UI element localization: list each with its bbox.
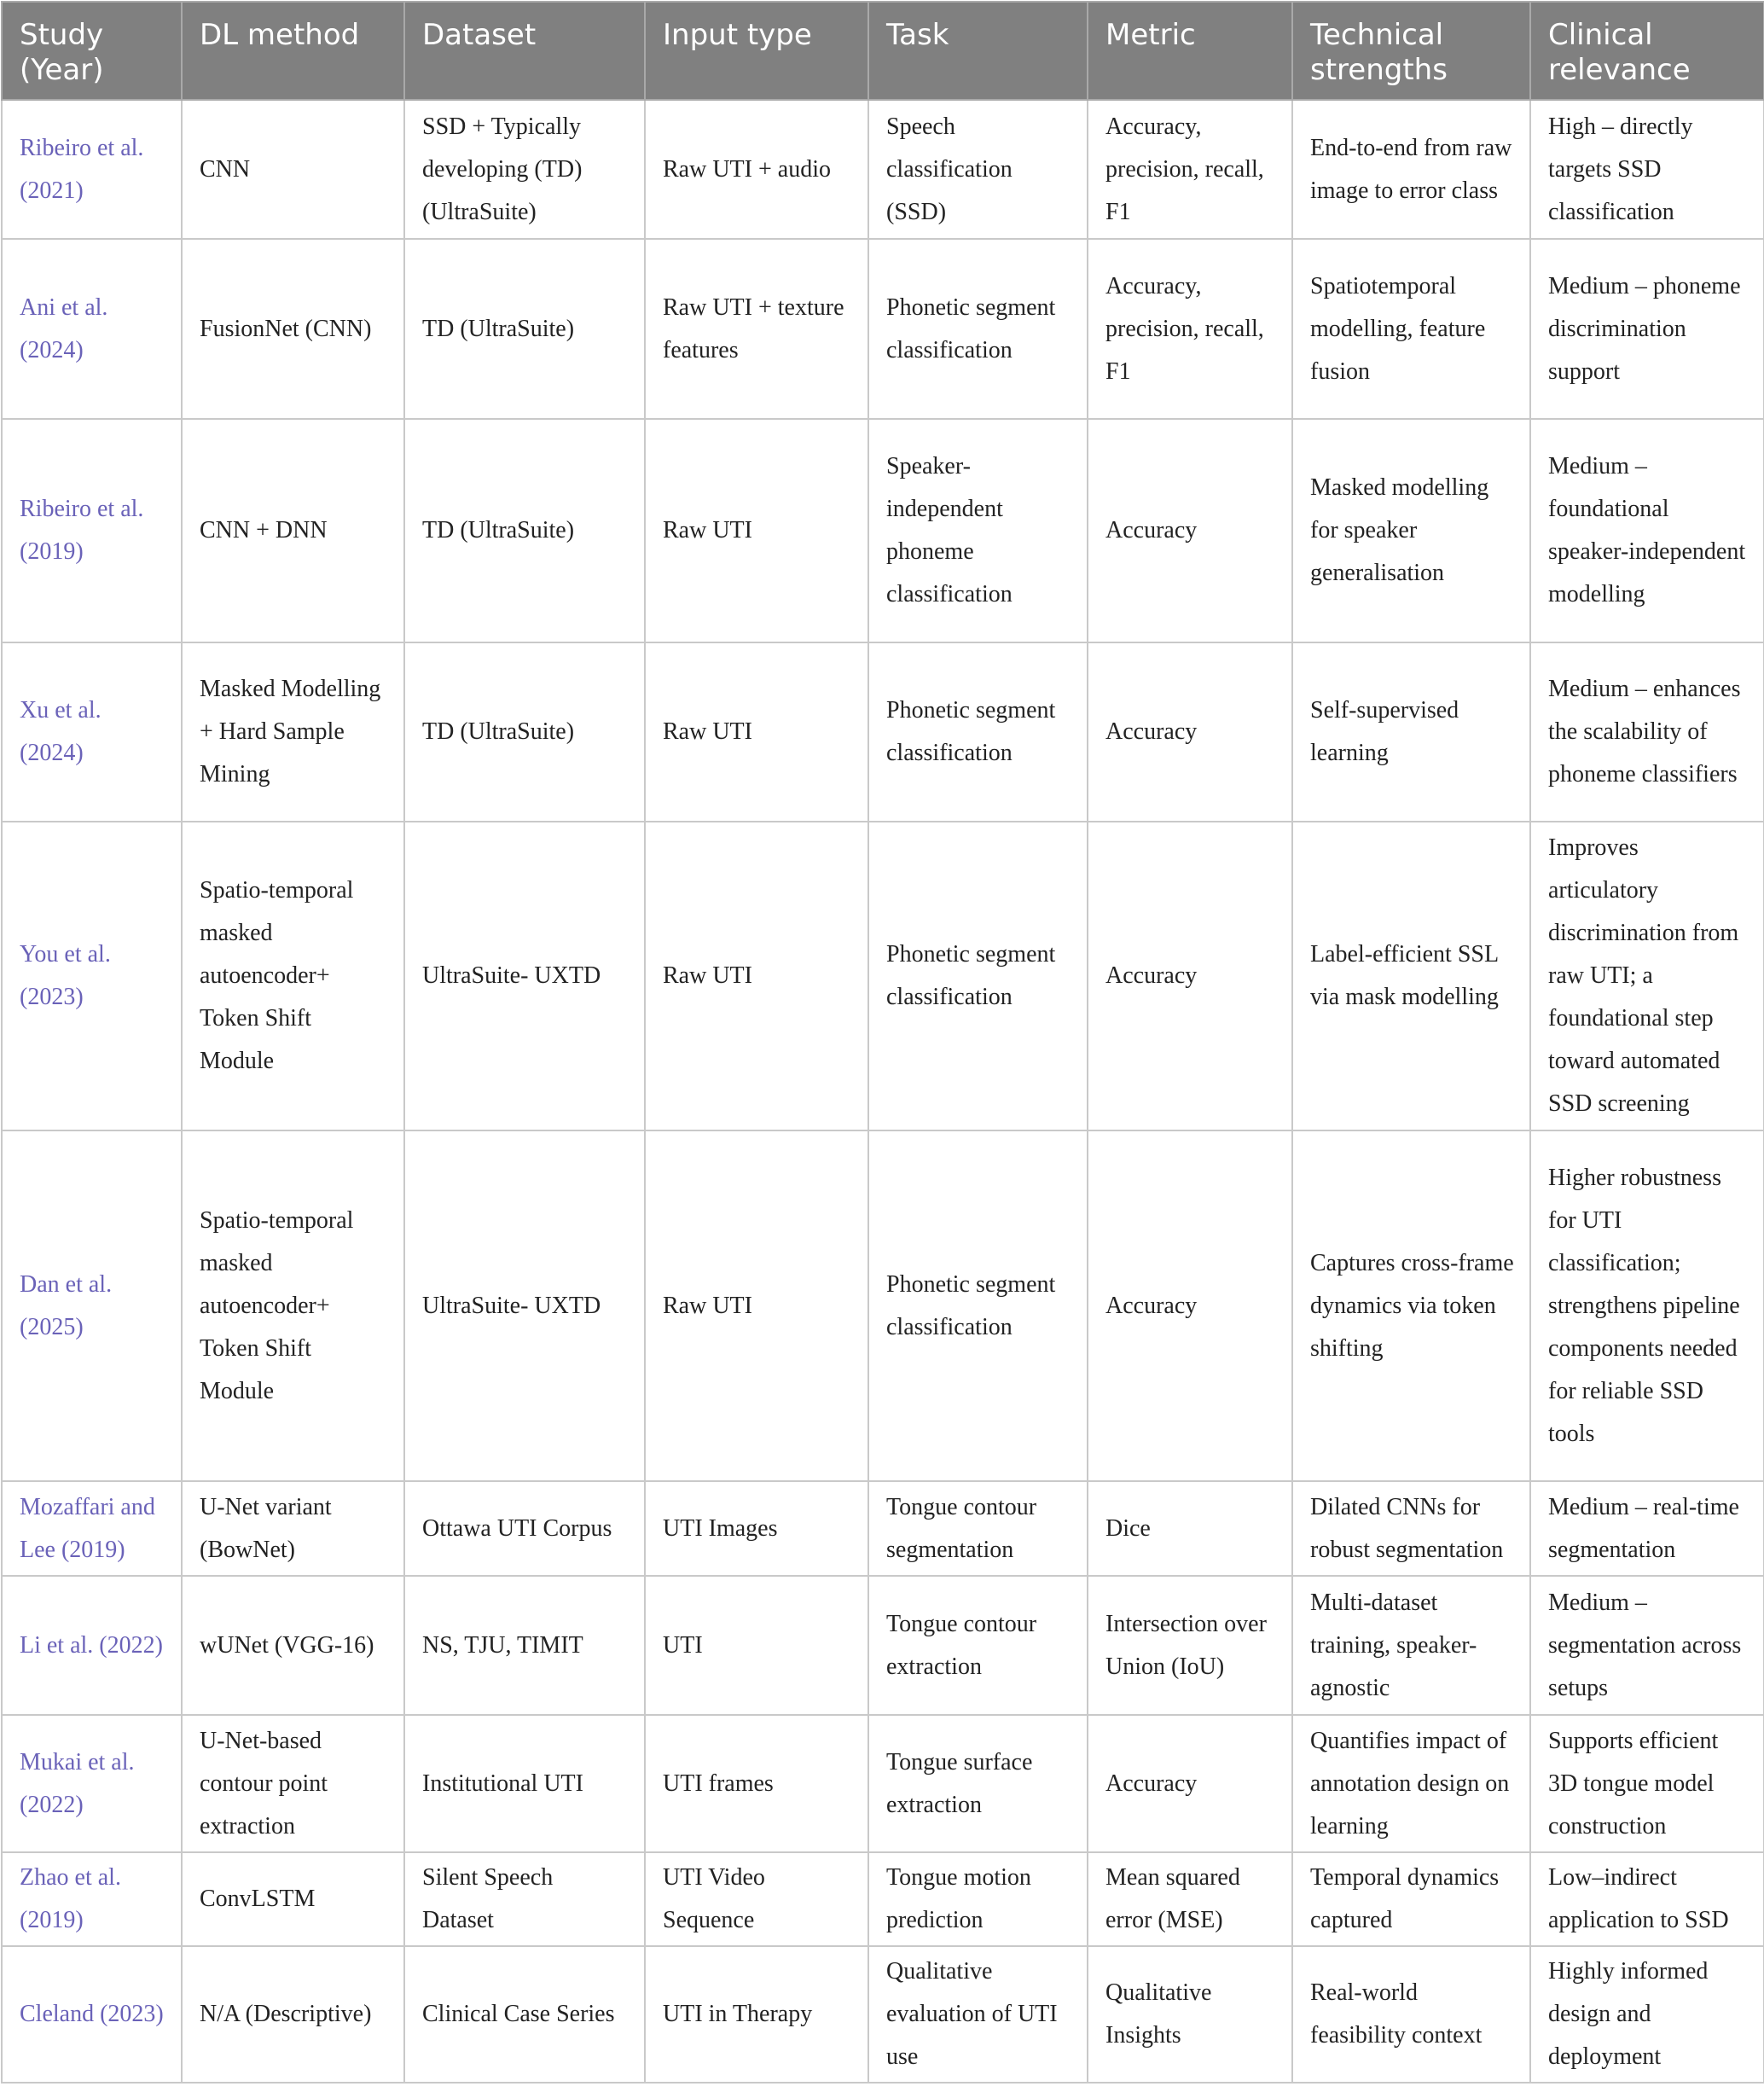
study-link[interactable]: Ribeiro et al. (2019) [2, 419, 182, 642]
cell-metric: Accuracy [1088, 419, 1292, 642]
cell-input-type: UTI [645, 1576, 868, 1715]
cell-metric: Dice [1088, 1481, 1292, 1576]
cell-dataset: Institutional UTI [404, 1715, 645, 1852]
cell-technical-strengths: Multi-dataset training, speaker-agnostic [1292, 1576, 1530, 1715]
cell-metric: Accuracy [1088, 822, 1292, 1130]
cell-input-type: UTI Video Sequence [645, 1852, 868, 1946]
cell-technical-strengths: Self-supervised learning [1292, 642, 1530, 822]
table-row [2, 1576, 1764, 1715]
cell-dataset: NS, TJU, TIMIT [404, 1576, 645, 1715]
cell-technical-strengths: Label-efficient SSL via mask modelling [1292, 822, 1530, 1130]
cell-input-type: Raw UTI [645, 1130, 868, 1481]
cell-clinical-relevance: Supports efficient 3D tongue model construction [1530, 1715, 1764, 1852]
cell-dl-method: Masked Modelling + Hard Sample Mining [182, 642, 404, 822]
cell-dl-method: CNN + DNN [182, 419, 404, 642]
cell-clinical-relevance: Highly informed design and deployment [1530, 1946, 1764, 2083]
cell-dataset: UltraSuite- UXTD [404, 822, 645, 1130]
cell-technical-strengths: End-to-end from raw image to error class [1292, 100, 1530, 239]
cell-metric: Intersection over Union (IoU) [1088, 1576, 1292, 1715]
cell-input-type: UTI in Therapy [645, 1946, 868, 2083]
cell-clinical-relevance: Medium – real-time segmentation [1530, 1481, 1764, 1576]
cell-dataset: TD (UltraSuite) [404, 239, 645, 419]
cell-dl-method: ConvLSTM [182, 1852, 404, 1946]
cell-task: Phonetic segment classification [868, 822, 1088, 1130]
cell-clinical-relevance: Low–indirect application to SSD [1530, 1852, 1764, 1946]
cell-clinical-relevance: High – directly targets SSD classification [1530, 100, 1764, 239]
cell-dataset: TD (UltraSuite) [404, 419, 645, 642]
table-row [2, 100, 1764, 239]
cell-clinical-relevance: Medium – segmentation across setups [1530, 1576, 1764, 1715]
cell-clinical-relevance: Medium – phoneme discrimination support [1530, 239, 1764, 419]
cell-technical-strengths: Dilated CNNs for robust segmentation [1292, 1481, 1530, 1576]
cell-input-type: Raw UTI + audio [645, 100, 868, 239]
cell-technical-strengths: Spatiotemporal modelling, feature fusion [1292, 239, 1530, 419]
cell-dl-method: Spatio-temporal masked autoencoder+ Token Shift Module [182, 1130, 404, 1481]
column-header-metric: Metric [1088, 2, 1292, 100]
cell-metric: Accuracy, precision, recall, F1 [1088, 100, 1292, 239]
cell-input-type: Raw UTI [645, 419, 868, 642]
cell-task: Speech classification (SSD) [868, 100, 1088, 239]
cell-dl-method: N/A (Descriptive) [182, 1946, 404, 2083]
cell-dl-method: FusionNet (CNN) [182, 239, 404, 419]
cell-dl-method: wUNet (VGG-16) [182, 1576, 404, 1715]
cell-metric: Accuracy [1088, 1715, 1292, 1852]
cell-dataset: TD (UltraSuite) [404, 642, 645, 822]
cell-dataset: UltraSuite- UXTD [404, 1130, 645, 1481]
table-row [2, 1715, 1764, 1852]
cell-dl-method: U-Net variant (BowNet) [182, 1481, 404, 1576]
study-link[interactable]: Ribeiro et al. (2021) [2, 100, 182, 239]
cell-task: Phonetic segment classification [868, 642, 1088, 822]
column-header-clinical-relevance: Clinical relevance [1530, 2, 1764, 100]
cell-task: Tongue motion prediction [868, 1852, 1088, 1946]
cell-dataset: Ottawa UTI Corpus [404, 1481, 645, 1576]
table-row [2, 1852, 1764, 1946]
table-row [2, 1946, 1764, 2083]
study-link[interactable]: Cleland (2023) [2, 1946, 182, 2083]
table-row [2, 642, 1764, 822]
study-link[interactable]: You et al. (2023) [2, 822, 182, 1130]
cell-task: Speaker-independent phoneme classification [868, 419, 1088, 642]
cell-dataset: Silent Speech Dataset [404, 1852, 645, 1946]
study-link[interactable]: Ani et al. (2024) [2, 239, 182, 419]
cell-clinical-relevance: Medium – foundational speaker-independent modelling [1530, 419, 1764, 642]
column-header-study: Study (Year) [2, 2, 182, 100]
table-row [2, 822, 1764, 1130]
cell-technical-strengths: Real-world feasibility context [1292, 1946, 1530, 2083]
study-link[interactable]: Mozaffari and Lee (2019) [2, 1481, 182, 1576]
cell-task: Phonetic segment classification [868, 1130, 1088, 1481]
table-row [2, 419, 1764, 642]
cell-task: Phonetic segment classification [868, 239, 1088, 419]
cell-input-type: UTI Images [645, 1481, 868, 1576]
table-row [2, 1481, 1764, 1576]
study-link[interactable]: Dan et al. (2025) [2, 1130, 182, 1481]
column-header-technical-strengths: Technical strengths [1292, 2, 1530, 100]
cell-input-type: Raw UTI [645, 822, 868, 1130]
cell-clinical-relevance: Medium – enhances the scalability of phoneme classifiers [1530, 642, 1764, 822]
cell-task: Qualitative evaluation of UTI use [868, 1946, 1088, 2083]
table-row [2, 1130, 1764, 1481]
cell-technical-strengths: Captures cross-frame dynamics via token shifting [1292, 1130, 1530, 1481]
literature-table [1, 1, 1764, 2083]
cell-metric: Qualitative Insights [1088, 1946, 1292, 2083]
cell-technical-strengths: Masked modelling for speaker generalisation [1292, 419, 1530, 642]
cell-metric: Accuracy, precision, recall, F1 [1088, 239, 1292, 419]
cell-technical-strengths: Quantifies impact of annotation design on learning [1292, 1715, 1530, 1852]
cell-metric: Accuracy [1088, 1130, 1292, 1481]
column-header-input-type: Input type [645, 2, 868, 100]
table-row [2, 239, 1764, 419]
cell-metric: Accuracy [1088, 642, 1292, 822]
cell-technical-strengths: Temporal dynamics captured [1292, 1852, 1530, 1946]
cell-dl-method: CNN [182, 100, 404, 239]
cell-dl-method: U-Net-based contour point extraction [182, 1715, 404, 1852]
cell-dl-method: Spatio-temporal masked autoencoder+ Token Shift Module [182, 822, 404, 1130]
column-header-dl-method: DL method [182, 2, 404, 100]
cell-task: Tongue surface extraction [868, 1715, 1088, 1852]
column-header-task: Task [868, 2, 1088, 100]
cell-clinical-relevance: Higher robustness for UTI classification; strengthens pipeline components needed for reliable SSD tools [1530, 1130, 1764, 1481]
column-header-dataset: Dataset [404, 2, 645, 100]
header-row [2, 2, 1764, 100]
study-link[interactable]: Xu et al. (2024) [2, 642, 182, 822]
cell-metric: Mean squared error (MSE) [1088, 1852, 1292, 1946]
cell-dataset: Clinical Case Series [404, 1946, 645, 2083]
cell-task: Tongue contour extraction [868, 1576, 1088, 1715]
cell-task: Tongue contour segmentation [868, 1481, 1088, 1576]
study-link[interactable]: Li et al. (2022) [2, 1576, 182, 1715]
cell-input-type: Raw UTI + texture features [645, 239, 868, 419]
study-link[interactable]: Mukai et al. (2022) [2, 1715, 182, 1852]
cell-dataset: SSD + Typically developing (TD) (UltraSuite) [404, 100, 645, 239]
cell-input-type: Raw UTI [645, 642, 868, 822]
cell-clinical-relevance: Improves articulatory discrimination from raw UTI; a foundational step toward automated SSD screening [1530, 822, 1764, 1130]
cell-input-type: UTI frames [645, 1715, 868, 1852]
study-link[interactable]: Zhao et al. (2019) [2, 1852, 182, 1946]
